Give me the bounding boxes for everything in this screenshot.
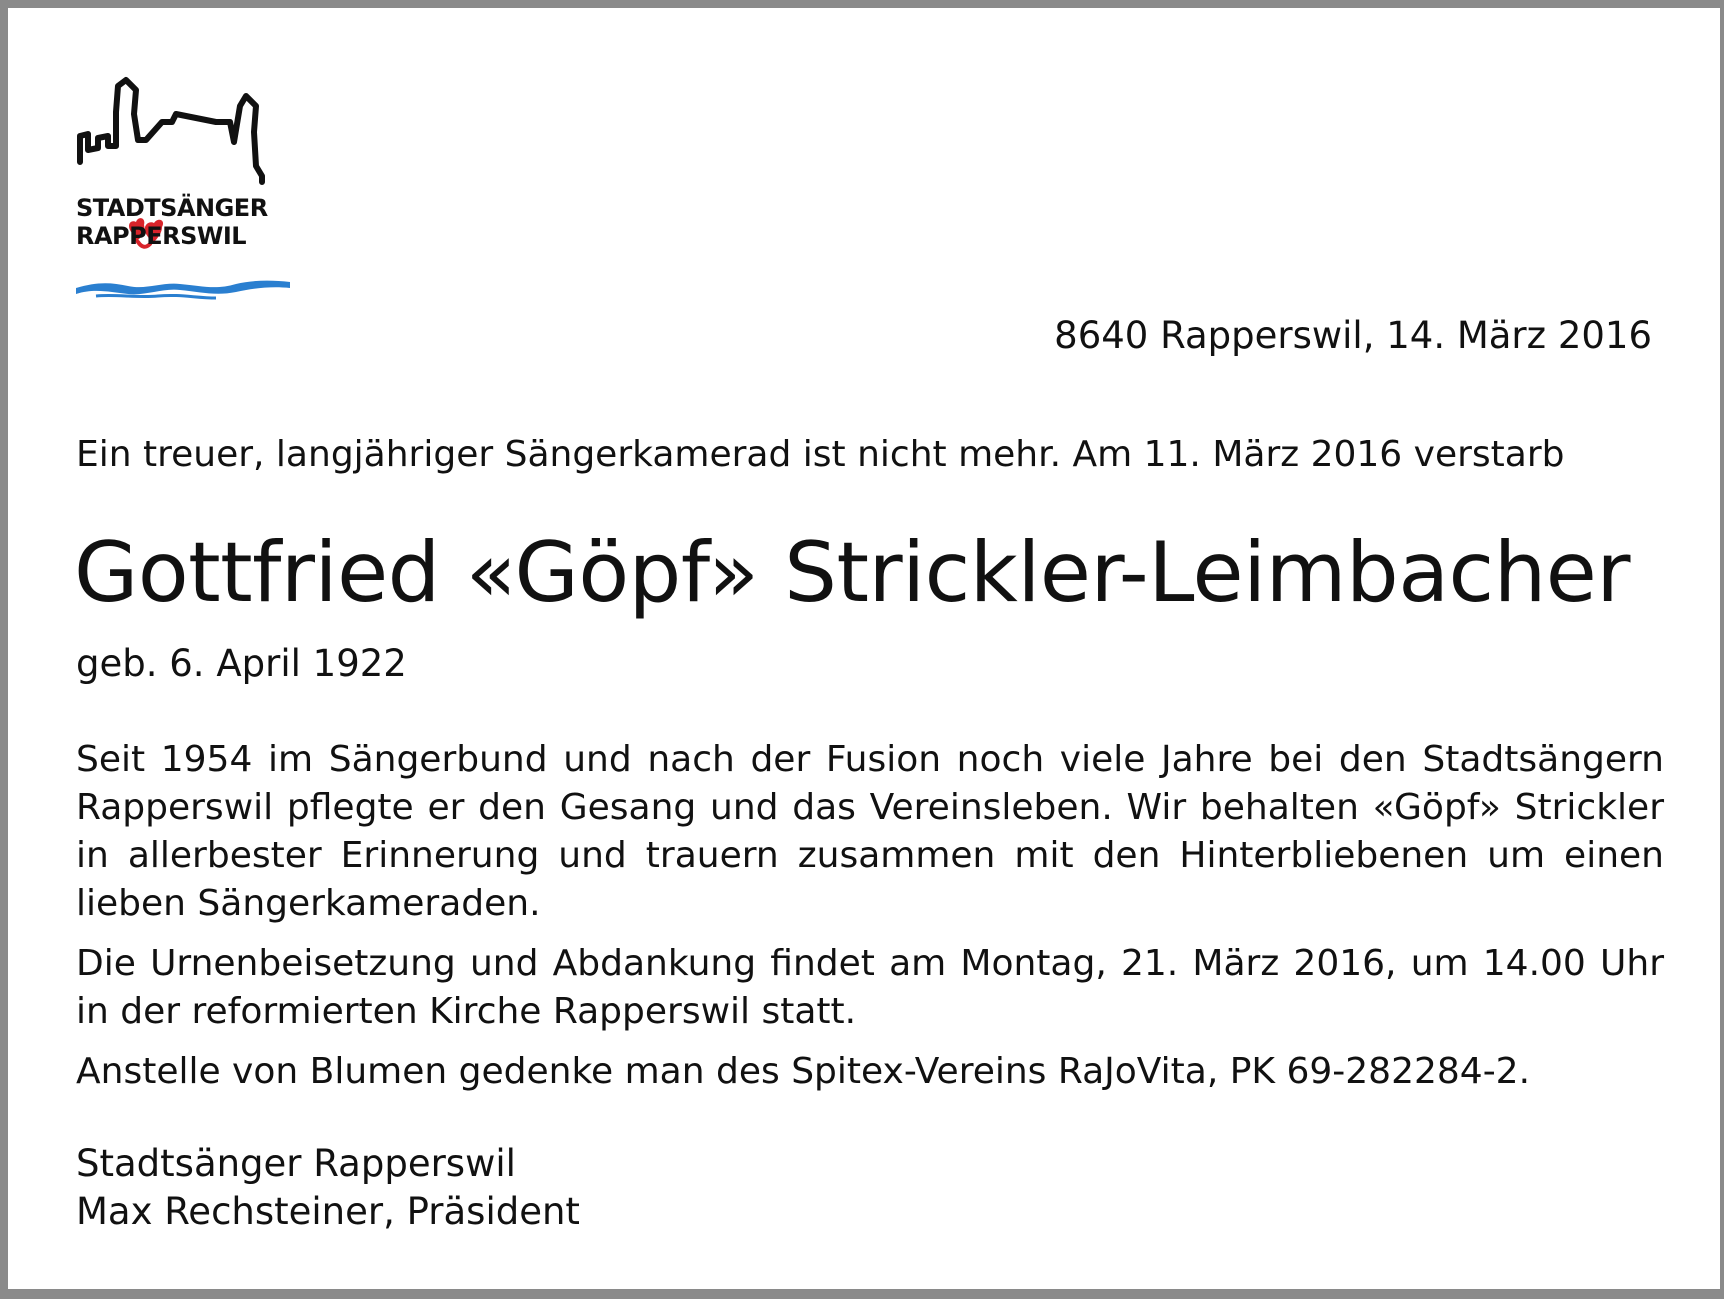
body-paragraph-funeral: Die Urnenbeisetzung und Abdankung findet am Montag, 21. März 2016, um 14.00 Uhr in der reformierten Kirche Rapperswil statt. <box>76 943 1664 1032</box>
logo-line-2: RAPPERSWIL <box>76 222 247 250</box>
notice-body <box>76 736 1664 1108</box>
body-paragraph-donation: Anstelle von Blumen gedenke man des Spitex-Vereins RaJoVita, PK 69-282284-2. <box>76 1051 1531 1092</box>
logo-line-1: STADTSÄNGER <box>76 194 268 222</box>
intro-text: Ein treuer, langjähriger Sängerkamerad ist nicht mehr. Am 11. März 2016 verstarb <box>76 434 1565 475</box>
place-date: 8640 Rapperswil, 14. März 2016 <box>1054 314 1652 357</box>
castle-logo-icon <box>76 76 292 306</box>
stadtsaenger-logo <box>76 76 292 306</box>
signature-organization: Stadtsänger Rapperswil <box>76 1142 516 1185</box>
deceased-name: Gottfried «Göpf» Strickler-Leimbacher <box>74 524 1630 621</box>
signature-person: Max Rechsteiner, Präsident <box>76 1190 580 1233</box>
body-paragraph-membership: Seit 1954 im Sängerbund und nach der Fusion noch viele Jahre bei den Stadtsängern Rapperswil pflegte er den Gesang und das Vereinsleben. Wir behalten «Göpf» Strickler in allerbester Erinnerung und trauern zusammen mit den Hinterbliebenen um einen lieben Sängerkameraden. <box>76 739 1664 924</box>
birth-date: geb. 6. April 1922 <box>76 642 407 685</box>
signature-block <box>76 1140 580 1236</box>
